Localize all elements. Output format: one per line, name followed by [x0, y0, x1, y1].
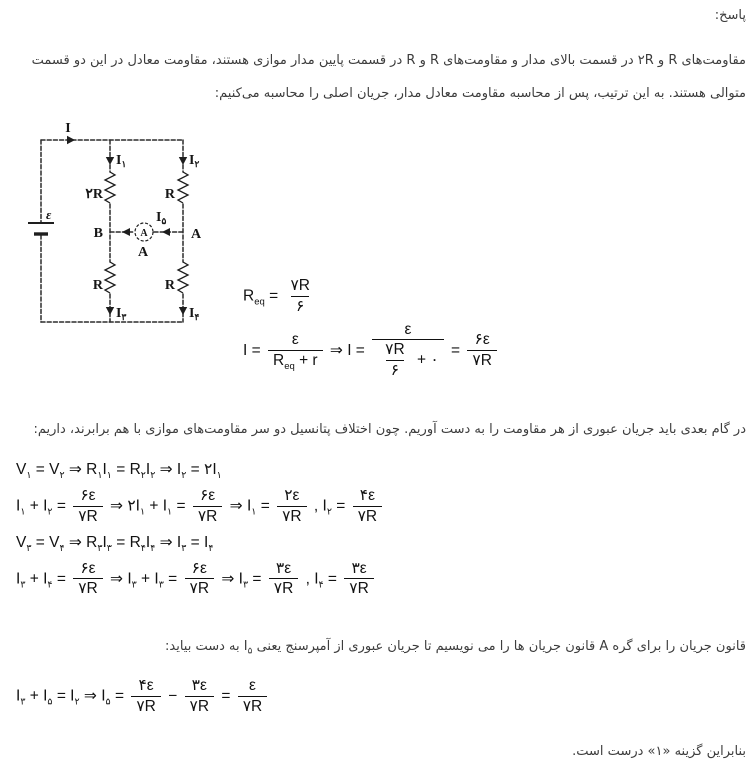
equation-v1-v2: $V_۱ = V_۲$ ⇒ $R_۱I_۱ = R_۲I_۲$ ⇒ $I_۲$ = $۲I_۱$: [16, 461, 222, 482]
resistor-bottom-right-label: R: [164, 278, 175, 293]
arrow-left-icon: [162, 228, 170, 236]
resistor-2r-label: ۲R: [85, 187, 103, 202]
battery-icon: [28, 223, 54, 234]
answer-label: پاسخ:: [714, 8, 746, 23]
node-law-paragraph: قانون جریان را برای گره A قانون جریان ها را می نویسیم تا جریان عبوری از آمپرسنج یعنی $I_۵$ به دست بیاید:: [165, 639, 746, 657]
resistor-2r-icon: [105, 172, 115, 203]
arrow-left-icon: [122, 228, 130, 236]
resistor-top-right-icon: [178, 172, 188, 203]
intro-paragraph-line2: متوالی هستند. به این ترتیب، پس از محاسبه مقاومت معادل مدار، جریان اصلی را محاسبه می‌کنیم:: [214, 86, 746, 101]
current-i2-label: $I_۲$: [189, 153, 200, 169]
equation-i3-i4: $I_۳ + I_۴$ = $\frac{۶\varepsilon}{۷R}$ ⇒ $I_۳ + I_۳$ = $\frac{۶\varepsilon}{۷R}$ ⇒ $I_۳$ = $\frac{۳\varepsilon}{۷R}$ , $I_۴$ = $\frac{۳\varepsilon}{۷R}$: [16, 560, 385, 599]
equation-req: $R_{eq}$ = $\frac{۷R}{۶}$: [243, 277, 310, 315]
equation-block-equivalent-resistance: [243, 277, 500, 385]
equation-node-a: $I_۳ + I_۵ = I_۲$ ⇒ $I_۵$ = $\frac{۴\varepsilon}{۷R}$ − $\frac{۳\varepsilon}{۷R}$ = $\frac{\varepsilon}{۷R}$: [16, 677, 270, 716]
conclusion-text: بنابراین گزینه «۱» درست است.: [572, 744, 746, 759]
resistor-bottom-right-icon: [178, 262, 188, 293]
node-a-label: A: [191, 227, 202, 242]
equation-i1-i2: $I_۱ + I_۲$ = $\frac{۶\varepsilon}{۷R}$ ⇒ $۲I_۱ + I_۱$ = $\frac{۶\varepsilon}{۷R}$ ⇒ $I_۱$ = $\frac{۲\varepsilon}{۷R}$ , $I_۲$ = $\frac{۴\varepsilon}{۷R}$: [16, 487, 385, 526]
circuit-wires: [41, 140, 183, 322]
resistor-bottom-left-label: R: [92, 278, 103, 293]
equation-v3-v4: $V_۳ = V_۴$ ⇒ $R_۳I_۳ = R_۴I_۴$ ⇒ $I_۳ = I_۴$: [16, 533, 214, 554]
arrow-down-icon: [106, 157, 114, 165]
resistor-bottom-left-icon: [105, 262, 115, 293]
emf-label: ε: [46, 207, 52, 222]
current-i3-label: $I_۳$: [116, 306, 127, 322]
resistor-top-right-label: R: [164, 187, 175, 202]
intro-paragraph: [26, 44, 746, 110]
equation-block-branch-currents: [16, 458, 385, 603]
circuit-labels: [46, 121, 202, 322]
circuit-diagram: [26, 112, 228, 342]
arrow-down-icon: [179, 157, 187, 165]
step2-paragraph: در گام بعدی باید جریان عبوری از هر مقاومت را به دست آوریم. چون اختلاف پتانسیل دو سر مقاومت‌های موازی با هم برابرند، داریم:: [33, 422, 746, 437]
ammeter-label: A: [137, 245, 149, 260]
equation-main-current: I = $\frac{\varepsilon}{R_{eq} + r}$ ⇒ I = ε $\frac{۷R}{۶}$ + ۰ = $\frac{۶\varepsilon}{۷R}$: [243, 321, 500, 380]
node-b-label: B: [93, 226, 103, 241]
arrow-right-icon: [67, 136, 75, 144]
svg-text:A: A: [140, 228, 148, 239]
intro-paragraph-line1: مقاومت‌های R و ۲R در قسمت بالای مدار و مقاومت‌های R و R در قسمت پایین مدار موازی هستند، مقاومت معادل در این دو قسمت: [31, 53, 746, 68]
ammeter-icon: [135, 223, 153, 241]
source-current-label: I: [65, 121, 71, 136]
current-i4-label: $I_۴$: [189, 306, 200, 322]
equation-block-ammeter-current: [16, 677, 270, 721]
arrow-down-icon: [179, 307, 187, 315]
current-i1-label: $I_۱$: [116, 153, 127, 169]
current-i5-label: $I_۵$: [156, 210, 167, 226]
arrow-down-icon: [106, 307, 114, 315]
